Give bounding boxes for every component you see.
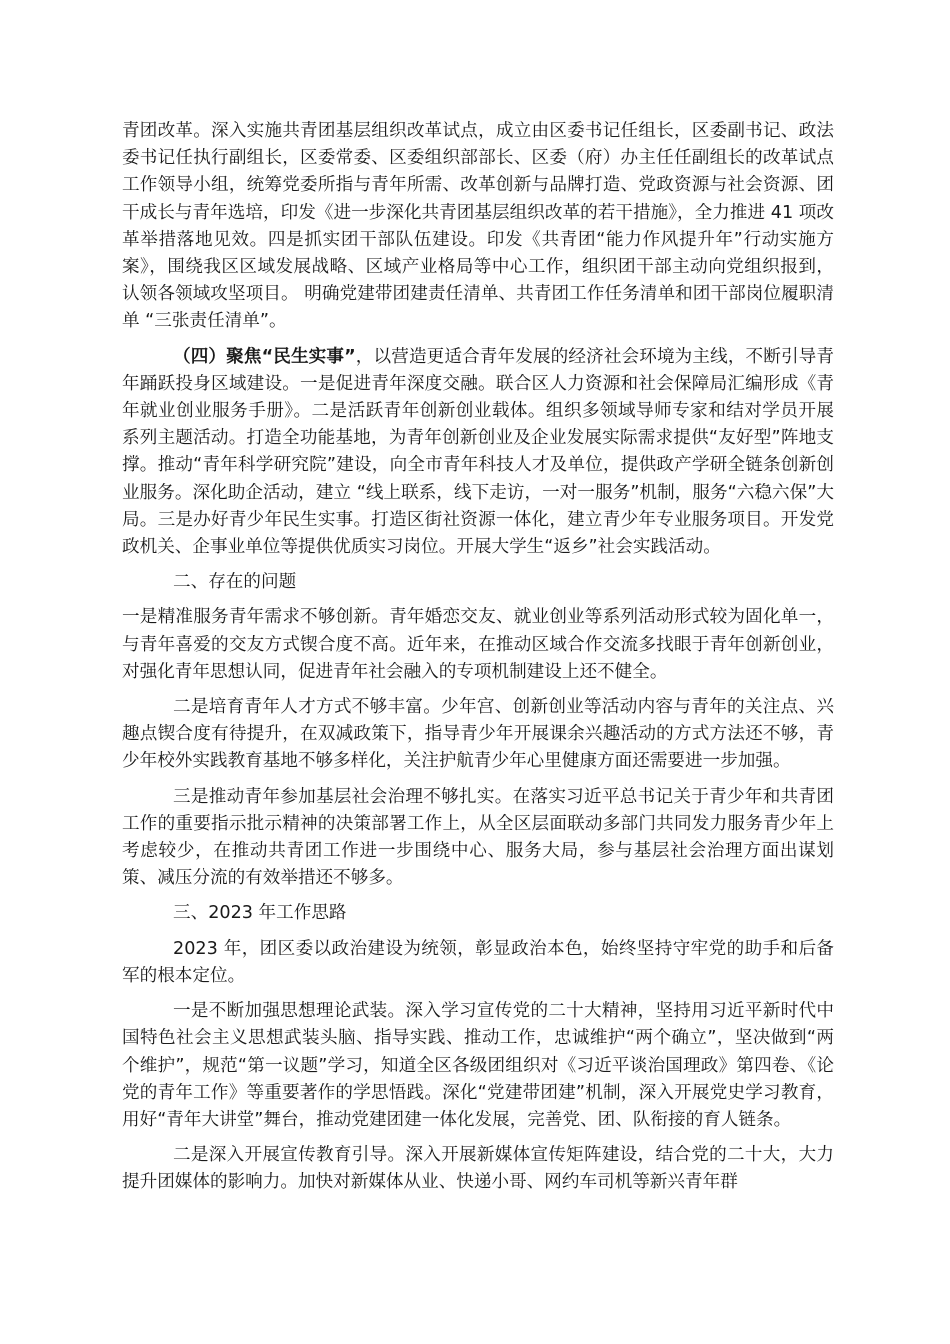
paragraph-reform: 青团改革。深入实施共青团基层组织改革试点，成立由区委书记任组长，区委副书记、政法委书记任执行副组长，区委常委、区委组织部部长、区委（府）办主任任副组长的改革试点工作领导小组，统筹党委所指与青年所需、改革创新与品牌打造、党政资源与社会资源、团干成长与青年选培，印发《进一步深化共青团基层组织改革的若干措施》，全力推进 41 项改革举措落地见效。四是抓实团干部队伍建设。印发《共青团“能力作风提升年”行动实施方案》，围绕我区区域发展战略、区域产业格局等中心工作，组织团干部主动向党组织报到，认领各领域攻坚项目。 明确党建带团建责任清单、共青团工作任务清单和团干部岗位履职清单 “三张责任清单”。: [122, 121, 834, 332]
document-page: [122, 118, 834, 1205]
paragraph-plan-2: 二是深入开展宣传教育引导。深入开展新媒体宣传矩阵建设，结合党的二十大，大力提升团媒体的影响力。加快对新媒体从业、快递小哥、网约车司机等新兴青年群: [122, 1145, 834, 1193]
paragraph-problem-2: 二是培育青年人才方式不够丰富。少年宫、创新创业等活动内容与青年的关注点、兴趣点锲合度有待提升，在双减政策下，指导青少年开展课余兴趣活动的方式方法还不够，青少年校外实践教育基地不够多样化，关注护航青少年心里健康方面还需要进一步加强。: [122, 697, 834, 772]
paragraph-plan-intro: 2023 年，团区委以政治建设为统领，彰显政治本色，始终坚持守牢党的助手和后备军的根本定位。: [122, 938, 834, 986]
paragraph-plan-1: 一是不断加强思想理论武装。深入学习宣传党的二十大精神，坚持用习近平新时代中国特色社会主义思想武装头脑、指导实践、推动工作，忠诚维护“两个确立”，坚决做到“两个维护”，规范“第一议题”学习，知道全区各级团组织对《习近平谈治国理政》第四卷、《论党的青年工作》等重要著作的学思悟践。深化“党建带团建”机制，深入开展党史学习教育，用好“青年大讲堂”舞台，推动党建团建一体化发展，完善党、团、队衔接的育人链条。: [122, 1001, 834, 1130]
section-heading-plan: 三、2023 年工作思路: [173, 903, 347, 924]
section-heading-problems: 二、存在的问题: [173, 572, 297, 593]
paragraph-lead: （四）聚焦“民生实事”: [173, 346, 356, 367]
paragraph-problem-1: 一是精准服务青年需求不够创新。青年婚恋交友、就业创业等系列活动形式较为固化单一，与青年喜爱的交友方式锲合度不高。近年来，在推动区域合作交流多找眼于青年创新创业，对强化青年思想认同，促进青年社会融入的专项机制建设上还不健全。: [122, 607, 834, 682]
paragraph-problem-3: 三是推动青年参加基层社会治理不够扎实。在落实习近平总书记关于青少年和共青团工作的重要指示批示精神的决策部署工作上，从全区层面联动多部门共同发力服务青少年上考虑较少，在推动共青团工作进一步围绕中心、服务大局，参与基层社会治理方面出谋划策、减压分流的有效举措还不够多。: [122, 786, 834, 889]
paragraph-livelihood: （四）聚焦“民生实事”，以营造更适合青年发展的经济社会环境为主线，不断引导青年踊跃投身区域建设。一是促进青年深度交融。联合区人力资源和社会保障局汇编形成《青年就业创业服务手册》。二是活跃青年创新创业载体。组织多领域导师专家和结对学员开展系列主题活动。打造全功能基地，为青年创新创业及企业发展实际需求提供“友好型”阵地支撑。推动“青年科学研究院”建设，向全市青年科技人才及单位，提供政产学研全链条创新创业服务。深化助企活动，建立 “线上联系，线下走访，一对一服务”机制，服务“六稳六保”大局。三是办好青少年民生实事。打造区街社资源一体化，建立青少年专业服务项目。开发党政机关、企事业单位等提供优质实习岗位。开展大学生“返乡”社会实践活动。: [122, 346, 834, 558]
